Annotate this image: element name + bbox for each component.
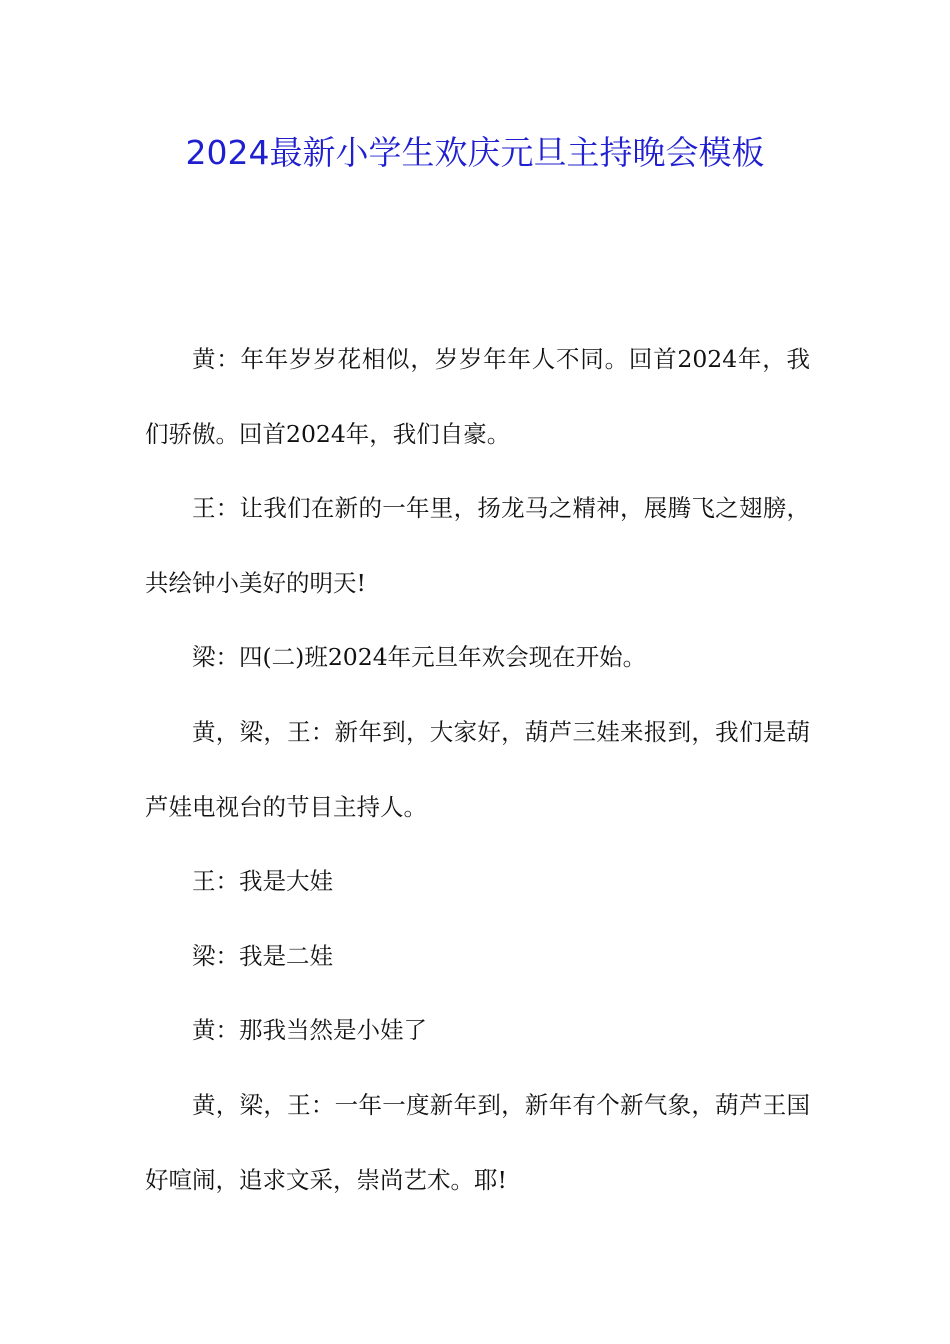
paragraph-1: 黄：年年岁岁花相似，岁岁年年人不同。回首2024年，我们骄傲。回首2024年，我们自豪。 bbox=[145, 345, 810, 448]
paragraph-4: 黄，梁，王：新年到，大家好，葫芦三娃来报到，我们是葫芦娃电视台的节目主持人。 bbox=[145, 717, 810, 821]
document-body bbox=[145, 322, 810, 1217]
paragraph-3: 梁：四(二)班2024年元旦年欢会现在开始。 bbox=[192, 643, 647, 672]
paragraph-5: 王：我是大娃 bbox=[192, 867, 333, 896]
paragraph-8: 黄，梁，王：一年一度新年到，新年有个新气象，葫芦王国好喧闹，追求文采，崇尚艺术。耶! bbox=[145, 1090, 810, 1194]
paragraph-2: 王：让我们在新的一年里，扬龙马之精神，展腾飞之翅膀，共绘钟小美好的明天! bbox=[145, 494, 810, 597]
paragraph-6: 梁：我是二娃 bbox=[192, 941, 333, 970]
paragraph-7: 黄：那我当然是小娃了 bbox=[192, 1016, 427, 1045]
document-title: 2024最新小学生欢庆元旦主持晚会模板 bbox=[185, 133, 765, 172]
